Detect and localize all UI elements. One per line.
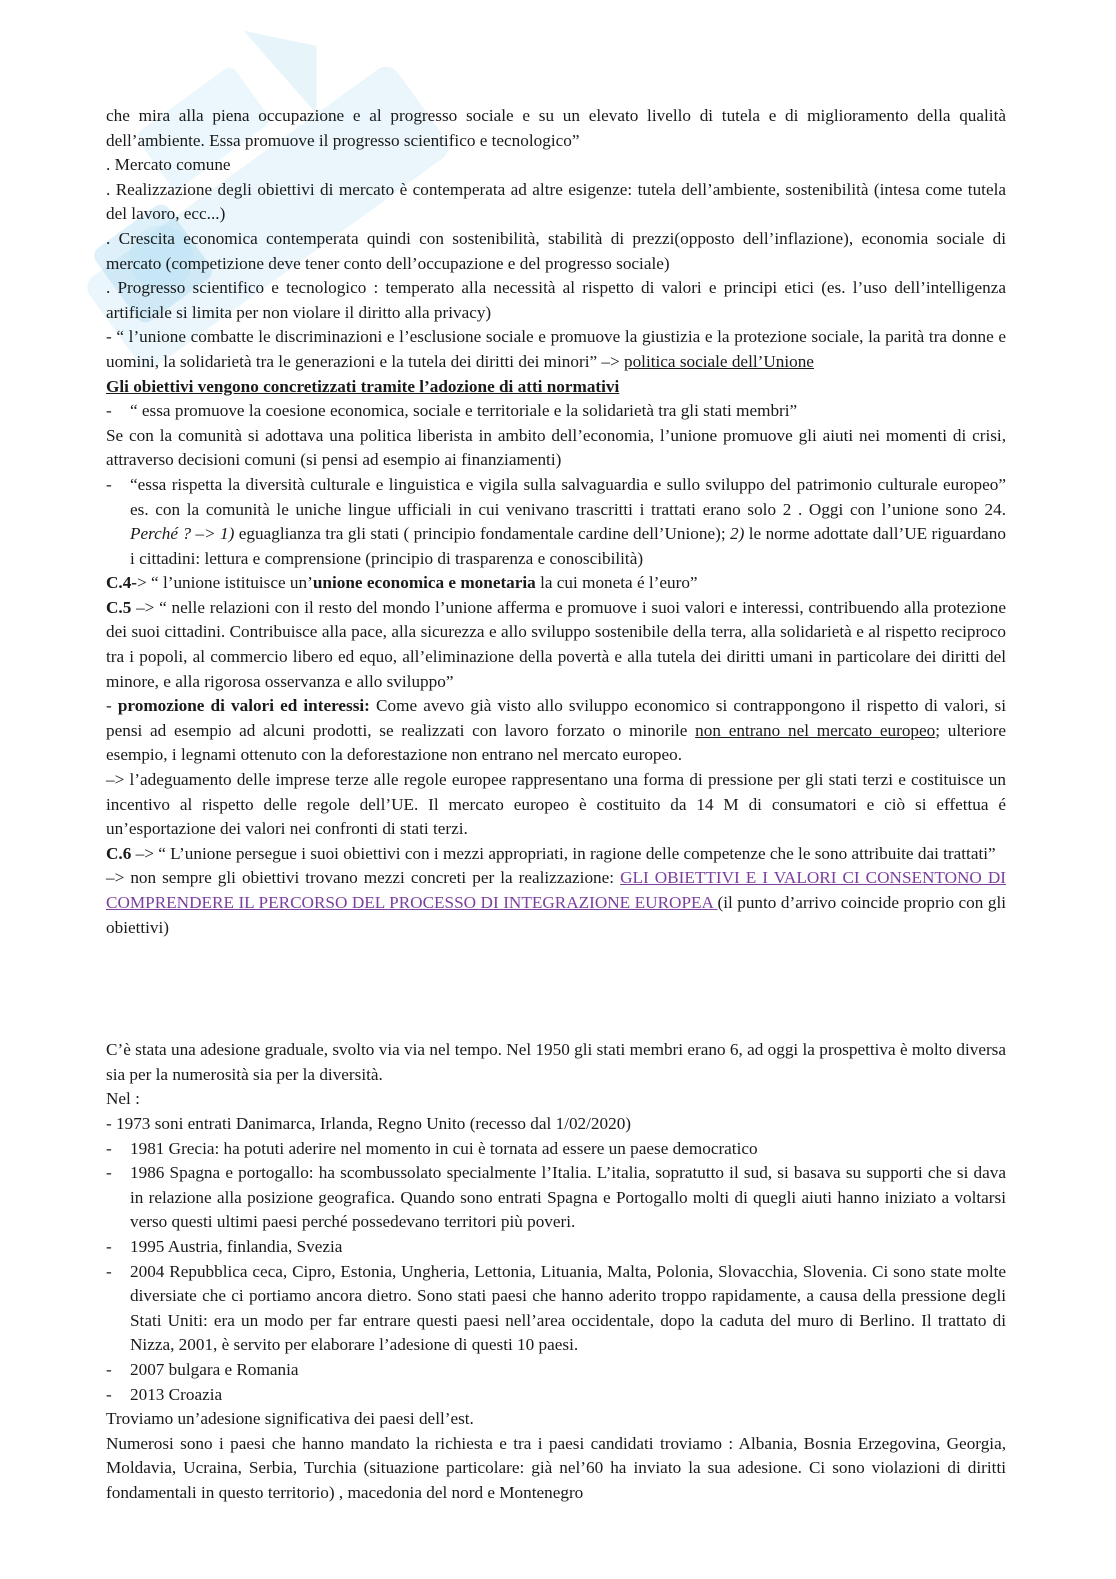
list-item	[106, 1383, 1006, 1408]
list-item	[106, 1260, 1006, 1358]
paragraph: C’è stata una adesione graduale, svolto via via nel tempo. Nel 1950 gli stati membri erano 6, ad oggi la prospettiva è molto diversa sia per la numerosità sia per la diversità.	[106, 1040, 1006, 1084]
list-item	[106, 1161, 1006, 1235]
text-run: (il punto d’arrivo coincide proprio con gli obiettivi)	[106, 893, 1006, 937]
article-label: C.4-	[106, 573, 138, 593]
list-item-text: 2013 Croazia	[130, 1384, 223, 1404]
italic-text: 2)	[730, 524, 745, 544]
paragraph: Nel :	[106, 1089, 140, 1109]
paragraph: Se con la comunità si adottava una politica liberista in ambito dell’economia, l’unione promuove gli aiuti nei momenti di crisi, attraverso decisioni comuni (si pensi ad esempio ai finanziamenti)	[106, 425, 1006, 470]
paragraph	[106, 325, 1006, 374]
list-item-text: le norme adottate dall’UE riguardano i cittadini: lettura e comprensione (principio di trasparenza e conoscibilità)	[130, 524, 1006, 568]
italic-text: Perché ? –> 1)	[130, 524, 235, 544]
list-dash: -	[106, 1359, 112, 1379]
list-item-text: 2007 bulgara e Romania	[130, 1359, 299, 1379]
list-dash: -	[106, 1384, 112, 1404]
paragraph: . Mercato comune	[106, 155, 231, 175]
list-item	[106, 1358, 1006, 1383]
highlighted-link-text[interactable]: GLI OBIETTIVI E I VALORI CI CONSENTONO DI COMPRENDERE IL PERCORSO DEL PROCESSO DI INTEGRAZIONE EUROPEA	[106, 868, 1007, 912]
underlined-text: politica sociale dell’Unione	[623, 351, 814, 371]
text-run: - “ l’unione combatte le discriminazioni e l’esclusione sociale e promuove la giustizia e la protezione sociale, la parità tra donne e uomini, la solidarietà tra le generazioni e la tutela dei diritti dei minori” –>	[106, 327, 1006, 371]
paragraph: Numerosi sono i paesi che hanno mandato la richiesta e tra i paesi candidati troviamo : Albania, Bosnia Erzegovina, Georgia, Moldavia, Ucraina, Serbia, Turchia (situazione particolare: già nel’60 ha inviato la sua adesione. Ci sono violazioni di diritti fondamentali in questo territorio) , macedonia del nord e Montenegro	[106, 1433, 1006, 1502]
list-item-text: “ essa promuove la coesione economica, sociale e territoriale e la solidarietà tra gli stati membri”	[130, 401, 798, 421]
paragraph	[106, 842, 1006, 867]
list-item-text: eguaglianza tra gli stati ( principio fondamentale cardine dell’Unione);	[234, 524, 731, 544]
paragraph: –> l’adeguamento delle imprese terze alle regole europee rappresentano una forma di pressione per gli stati terzi e costituisce un incentivo al rispetto delle regole dell’UE. Il mercato europeo è costituito da 14 M di consumatori e ciò si effettua é un’esportazione dei valori nei confronti di stati terzi.	[106, 770, 1006, 839]
document-body	[106, 104, 1006, 1505]
list-dash: -	[106, 1138, 112, 1158]
bold-text: promozione di valori ed interessi:	[117, 696, 370, 716]
list-dash: -	[106, 1261, 112, 1281]
list-dash: -	[106, 1236, 112, 1256]
list-item	[106, 399, 1006, 424]
bold-text: unione economica e monetaria	[312, 573, 536, 593]
section-heading: Gli obiettivi vengono concretizzati tramite l’adozione di atti normativi	[106, 376, 620, 396]
paragraph: . Crescita economica contemperata quindi con sostenibilità, stabilità di prezzi(opposto dell’inflazione), economia sociale di mercato (competizione deve tener conto dell’occupazione e del progresso sociale)	[106, 228, 1006, 273]
article-label: C.5	[106, 597, 132, 617]
list-item-text: 1981 Grecia: ha potuti aderire nel momento in cui è tornata ad essere un paese democratico	[130, 1138, 758, 1158]
list-item-text: “essa rispetta la diversità culturale e linguistica e vigila sulla salvaguardia e sullo sviluppo del patrimonio culturale europeo” es. con la comunità le uniche lingue ufficiali in cui venivano trascritti i trattati erano solo 2 . Oggi con l’unione sono 24.	[130, 474, 1006, 519]
paragraph: - 1973 soni entrati Danimarca, Irlanda, Regno Unito (recesso dal 1/02/2020)	[106, 1113, 632, 1133]
paragraph: . Progresso scientifico e tecnologico : temperato alla necessità al rispetto di valori e principi etici (es. l’uso dell’intelligenza artificiale si limita per non violare il diritto alla privacy)	[106, 278, 1006, 322]
paragraph: Troviamo un’adesione significativa dei paesi dell’est.	[106, 1409, 474, 1429]
list-dash: -	[106, 474, 112, 494]
paragraph	[106, 596, 1006, 694]
text-run: –> “ L’unione persegue i suoi obiettivi con i mezzi appropriati, in ragione delle competenze che le sono attribuite dai trattati”	[131, 843, 996, 863]
list-item	[106, 1137, 1006, 1162]
list-dash: -	[106, 1163, 112, 1183]
text-run: Come avevo già visto allo sviluppo economico si contrappongono il rispetto di valori, si pensi ad esempio ad alcuni prodotti, se realizzati con lavoro forzato o minorile	[106, 696, 1006, 740]
list-item	[106, 473, 1006, 571]
list-item-text: 1986 Spagna e portogallo: ha scombussolato specialmente l’Italia. L’italia, sopratutto il sud, si basava su supporti che si dava in relazione alla posizione geografica. Quando sono entrati Spagna e Portogallo molti di quegli aiuti hanno iniziato a voltarsi verso questi ultimi paesi perché possedevano territori più poveri.	[130, 1163, 1006, 1232]
paragraph	[106, 571, 1006, 596]
paragraph: che mira alla piena occupazione e al progresso sociale e su un elevato livello di tutela e di miglioramento della qualità dell’ambiente. Essa promuove il progresso scientifico e tecnologico”	[106, 106, 1006, 150]
spacer	[106, 940, 1006, 1038]
article-label: C.6	[106, 843, 132, 863]
text-run: -	[106, 696, 118, 716]
paragraph	[106, 866, 1006, 940]
text-run: –> non sempre gli obiettivi trovano mezzi concreti per la realizzazione:	[106, 868, 621, 888]
text-run: ; ulteriore esempio, i legnami ottenuto con la deforestazione non entrano nel mercato europeo.	[106, 720, 1006, 765]
list-dash: -	[106, 401, 112, 421]
list-item-text: 1995 Austria, finlandia, Svezia	[130, 1236, 343, 1256]
paragraph: . Realizzazione degli obiettivi di mercato è contemperata ad altre esigenze: tutela dell’ambiente, sostenibilità (intesa come tutela del lavoro, ecc...)	[106, 179, 1006, 224]
list-item	[106, 1235, 1006, 1260]
text-run: –> “ nelle relazioni con il resto del mondo l’unione afferma e promuove i suoi valori e interessi, contribuendo alla protezione dei suoi cittadini. Contribuisce alla pace, alla sicurezza e allo sviluppo sostenibile della terra, alla solidarietà e al rispetto reciproco tra i popoli, al commercio libero ed equo, all’eliminazione della povertà e alla tutela dei diritti umani in particolare dei diritti del minore, e alla rigorosa osservanza e allo sviluppo”	[106, 597, 1006, 691]
paragraph	[106, 694, 1006, 768]
text-run: la cui moneta é l’euro”	[535, 573, 698, 593]
underlined-text: non entrano nel mercato europeo	[695, 720, 936, 740]
text-run: > “ l’unione istituisce un’	[137, 573, 313, 593]
list-item-text: 2004 Repubblica ceca, Cipro, Estonia, Ungheria, Lettonia, Lituania, Malta, Polonia, Slovacchia, Slovenia. Ci sono state molte diversiate che ci portiamo ancora dietro. Sono stati paesi che hanno aderito troppo rapidamente, a causa della pressione degli Stati Uniti: era un modo per far entrare questi paesi nell’area occidentale, dopo la caduta del muro di Berlino. Il trattato di Nizza, 2001, è servito per elaborare l’adesione di questi 10 paesi.	[130, 1261, 1006, 1355]
